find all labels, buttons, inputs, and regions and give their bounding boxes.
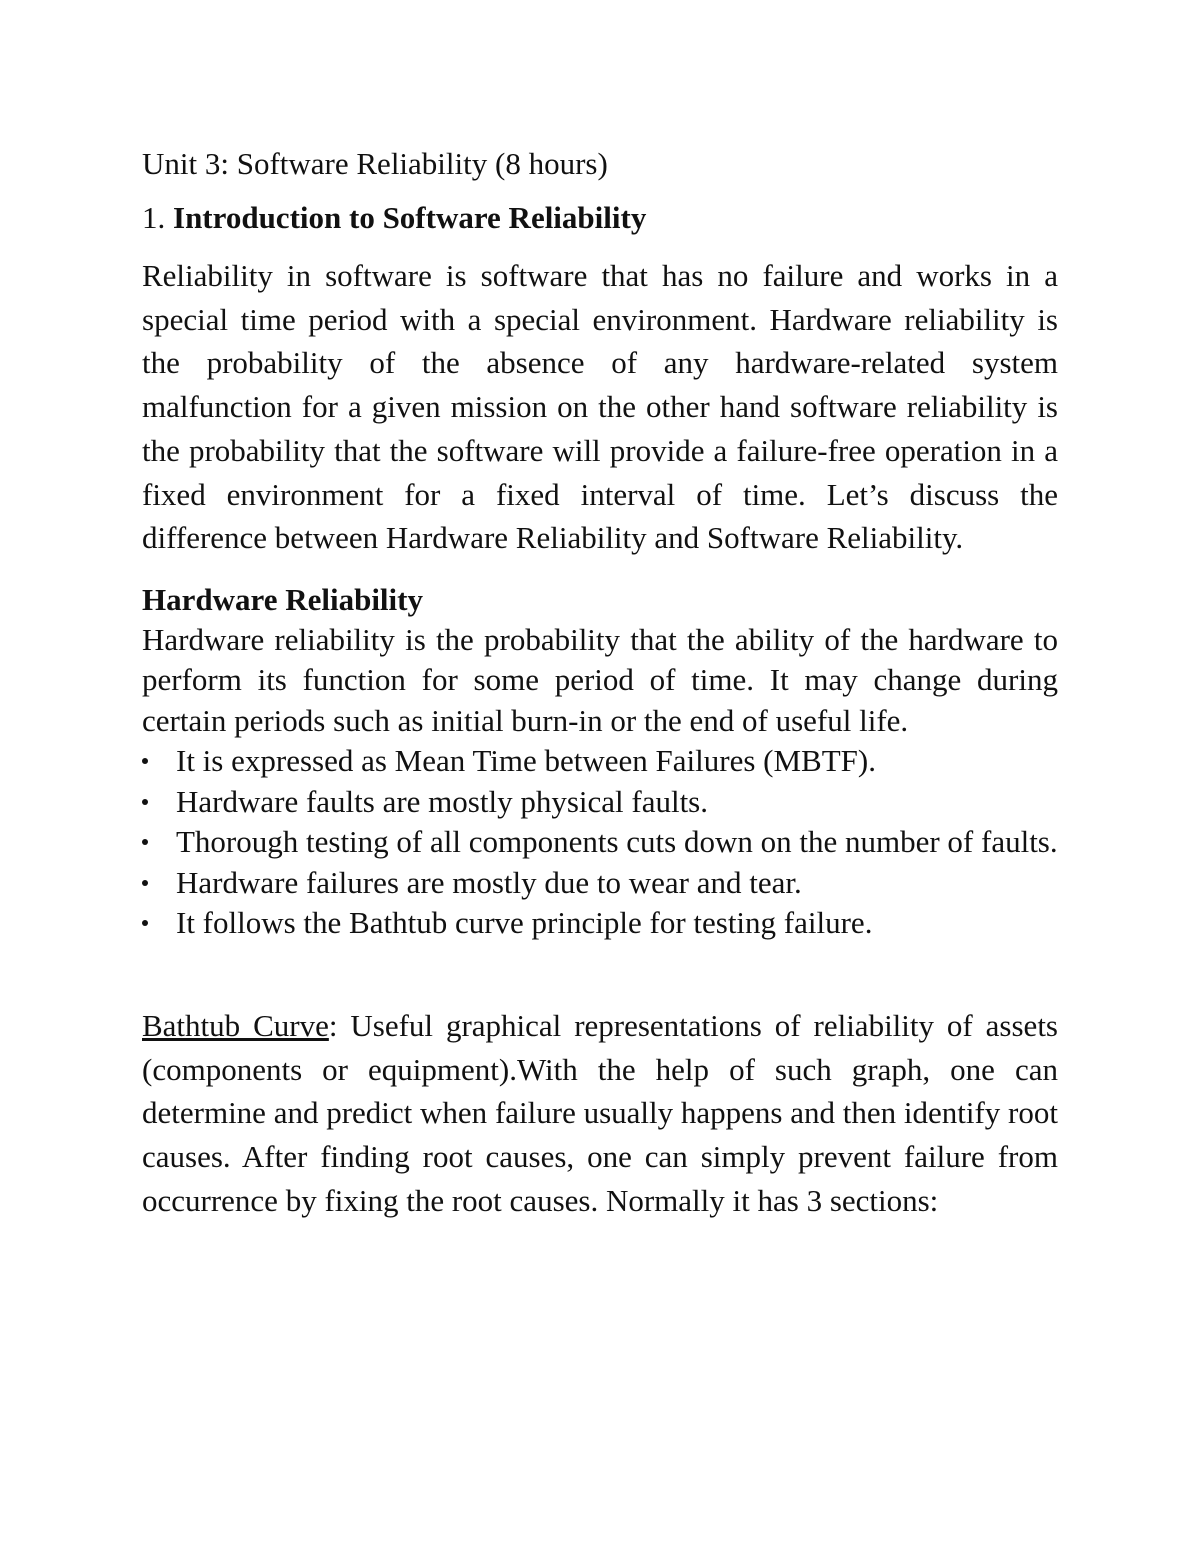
list-item	[142, 903, 1058, 944]
list-item	[142, 863, 1058, 904]
list-item-text: Hardware faults are mostly physical faults.	[176, 783, 708, 819]
list-item	[142, 782, 1058, 823]
list-item	[142, 822, 1058, 863]
bullet-icon	[142, 799, 148, 805]
list-item-text: It is expressed as Mean Time between Failures (MBTF).	[176, 743, 876, 779]
section-title: Introduction to Software Reliability	[173, 200, 647, 235]
hardware-paragraph: Hardware reliability is the probability that the ability of the hardware to perform its function for some period of time. It may change during certain periods such as initial burn-in or the end of useful life.	[142, 621, 1058, 738]
section-heading	[142, 196, 1058, 240]
bathtub-term: Bathtub Curve	[142, 1007, 329, 1043]
list-item-text: It follows the Bathtub curve principle for testing failure.	[176, 905, 873, 941]
bullet-icon	[142, 839, 148, 845]
bathtub-colon: :	[328, 1007, 338, 1043]
section-number: 1.	[142, 200, 166, 235]
bathtub-paragraph	[142, 1004, 1058, 1223]
bathtub-text: Useful graphical representations of reliability of assets (components or equipment).With the help of such graph, one can determine and predict when failure usually happens and then identify root causes. After finding root causes, one can simply prevent failure from occurrence by fixing the root causes. Normally it has 3 sections:	[142, 1007, 1058, 1218]
list-item-text: Hardware failures are mostly due to wear and tear.	[176, 864, 802, 900]
hardware-bullet-list	[142, 741, 1058, 944]
document-page	[142, 142, 1058, 1222]
unit-title: Unit 3: Software Reliability (8 hours)	[142, 146, 608, 181]
bullet-icon	[142, 758, 148, 764]
intro-paragraph: Reliability in software is software that has no failure and works in a special time period with a special environment. Hardware reliability is the probability of the absence of any hardware-related system malfunction for a given mission on the other hand software reliability is the probability that the software will provide a failure-free operation in a fixed environment for a fixed interval of time. Let’s discuss the difference between Hardware Reliability and Software Reliability.	[142, 258, 1058, 556]
list-item	[142, 741, 1058, 782]
bullet-icon	[142, 880, 148, 886]
hardware-heading: Hardware Reliability	[142, 581, 423, 617]
bullet-icon	[142, 920, 148, 926]
list-item-text: Thorough testing of all components cuts down on the number of faults.	[176, 824, 1058, 860]
